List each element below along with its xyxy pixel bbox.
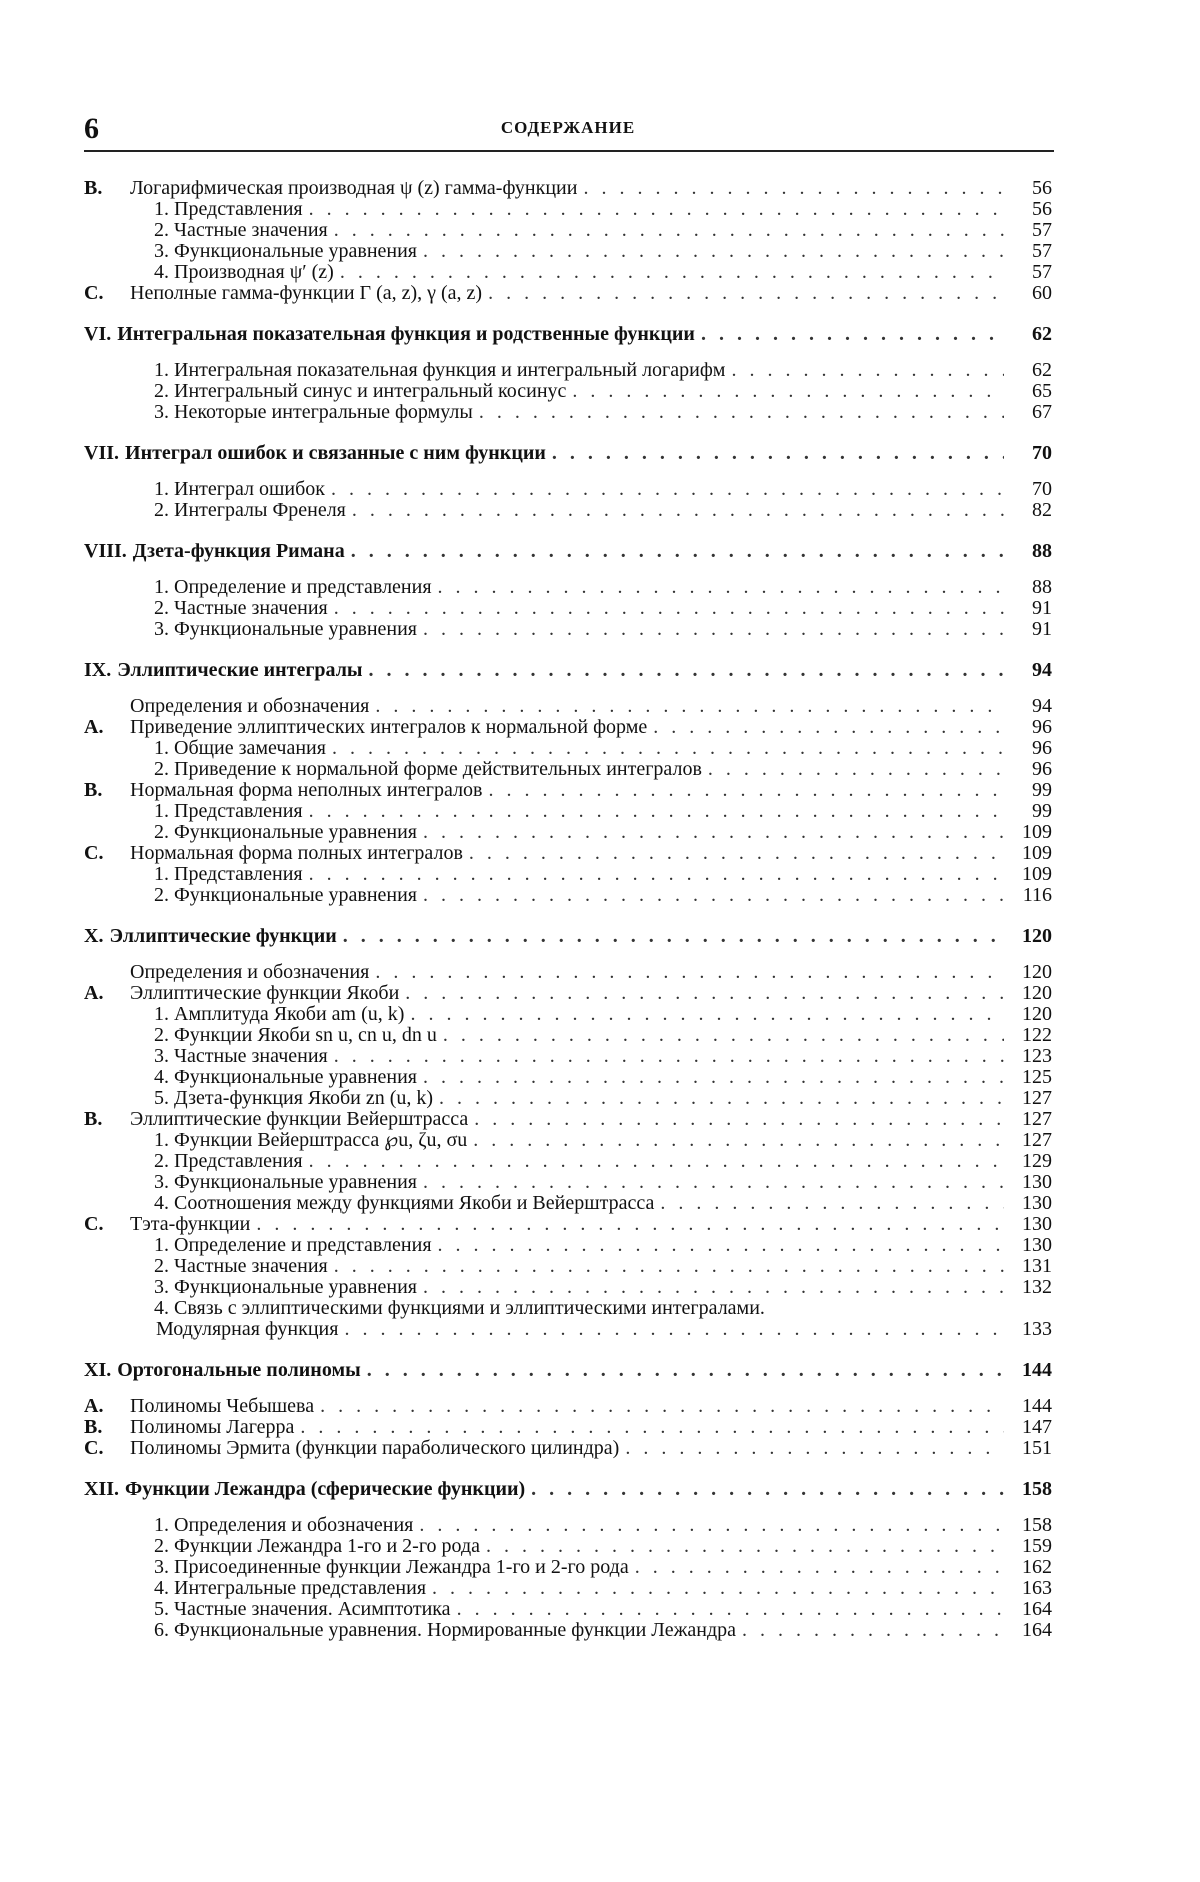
- toc-title: 1. Амплитуда Якоби am (u, k): [130, 1004, 404, 1025]
- toc-title: 1. Представления: [130, 199, 303, 220]
- toc-title: Ортогональные полиномы: [117, 1354, 360, 1387]
- toc-entry-row: [84, 1109, 1052, 1130]
- toc-entry-row: [84, 178, 1052, 199]
- toc-entry-row: [84, 381, 1052, 402]
- toc-page-number: 109: [1010, 822, 1052, 843]
- toc-page-number: 57: [1010, 220, 1052, 241]
- toc-page-number: 60: [1010, 283, 1052, 304]
- toc-entry-row: [84, 962, 1052, 983]
- leader-dots: [635, 1557, 1004, 1578]
- toc-title: 3. Частные значения: [130, 1046, 328, 1067]
- toc-page-number: 123: [1010, 1046, 1052, 1067]
- toc-page-number: 62: [1010, 318, 1052, 351]
- toc-title: Эллиптические функции: [109, 920, 336, 953]
- toc-entry-row: [84, 983, 1052, 1004]
- toc-marker: B.: [84, 1109, 130, 1130]
- toc-title: 2. Функциональные уравнения: [130, 885, 417, 906]
- toc-title: Полиномы Эрмита (функции параболического цилиндра): [130, 1438, 619, 1459]
- toc-entry-row: [84, 262, 1052, 283]
- toc-title: 1. Представления: [130, 864, 303, 885]
- toc-entry-row: [84, 1277, 1052, 1298]
- toc-page-number: 88: [1010, 535, 1052, 568]
- leader-dots: [375, 696, 1004, 717]
- page-header: [84, 112, 1052, 152]
- toc-entry-row: [84, 220, 1052, 241]
- toc-page-number: 164: [1010, 1599, 1052, 1620]
- leader-dots: [343, 920, 1004, 953]
- toc-page-number: 131: [1010, 1256, 1052, 1277]
- leader-dots: [443, 1025, 1004, 1046]
- toc-title: 2. Частные значения: [130, 1256, 328, 1277]
- toc-page-number: 130: [1010, 1214, 1052, 1235]
- leader-dots: [367, 1354, 1004, 1387]
- toc-marker: X.: [84, 920, 109, 953]
- toc-entry-row: [84, 199, 1052, 220]
- toc-page-number: 130: [1010, 1235, 1052, 1256]
- toc-title: 2. Частные значения: [130, 598, 328, 619]
- toc-entry-row: [84, 885, 1052, 906]
- toc-entry-row: [84, 500, 1052, 521]
- toc-page-number: 94: [1010, 696, 1052, 717]
- toc-title: 5. Частные значения. Асимптотика: [130, 1599, 451, 1620]
- toc-chapter-row: [84, 437, 1052, 470]
- toc-title: Тэта-функции: [130, 1214, 250, 1235]
- leader-dots: [405, 983, 1004, 1004]
- toc-page-number: 120: [1010, 962, 1052, 983]
- leader-dots: [469, 843, 1004, 864]
- toc-entry-row: [84, 1256, 1052, 1277]
- toc-entry-row: [84, 864, 1052, 885]
- leader-dots: [300, 1417, 1004, 1438]
- toc-page-number: 130: [1010, 1193, 1052, 1214]
- toc-page-number: 94: [1010, 654, 1052, 687]
- toc-marker: A.: [84, 717, 130, 738]
- toc-chapter-row: [84, 1354, 1052, 1387]
- toc-page-number: 125: [1010, 1067, 1052, 1088]
- toc-page-number: 99: [1010, 801, 1052, 822]
- leader-dots: [331, 479, 1004, 500]
- toc-title: Определения и обозначения: [130, 696, 369, 717]
- toc-page-number: 56: [1010, 199, 1052, 220]
- toc-page-number: 70: [1010, 479, 1052, 500]
- toc-entry-row: [84, 1151, 1052, 1172]
- toc-entry-row: [84, 1172, 1052, 1193]
- page-number: 6: [84, 112, 99, 146]
- toc-entry-row: [84, 577, 1052, 598]
- toc-page-number: 127: [1010, 1130, 1052, 1151]
- leader-dots: [309, 1151, 1004, 1172]
- leader-dots: [489, 780, 1005, 801]
- leader-dots: [332, 738, 1004, 759]
- leader-dots: [625, 1438, 1004, 1459]
- toc-title: 3. Присоединенные функции Лежандра 1-го и 2-го рода: [130, 1557, 629, 1578]
- toc-marker: B.: [84, 1417, 130, 1438]
- leader-dots: [340, 262, 1004, 283]
- leader-dots: [572, 381, 1004, 402]
- toc-title: 6. Функциональные уравнения. Нормированные функции Лежандра: [130, 1620, 736, 1641]
- table-of-contents: [84, 178, 1052, 1641]
- leader-dots: [438, 577, 1004, 598]
- toc-title: 3. Функциональные уравнения: [130, 241, 417, 262]
- leader-dots: [410, 1004, 1004, 1025]
- leader-dots: [369, 654, 1004, 687]
- leader-dots: [552, 437, 1004, 470]
- leader-dots: [334, 220, 1004, 241]
- toc-entry-row: [84, 801, 1052, 822]
- toc-title: Эллиптические интегралы: [117, 654, 362, 687]
- toc-page-number: 109: [1010, 843, 1052, 864]
- toc-page-number: 120: [1010, 983, 1052, 1004]
- toc-page-number: 82: [1010, 500, 1052, 521]
- leader-dots: [488, 283, 1004, 304]
- toc-page-number: 91: [1010, 598, 1052, 619]
- toc-title: 2. Представления: [130, 1151, 303, 1172]
- toc-entry-row: [84, 360, 1052, 381]
- toc-marker: C.: [84, 283, 130, 304]
- leader-dots: [486, 1536, 1004, 1557]
- toc-title: 1. Функции Вейерштрасса ℘u, ζu, σu: [130, 1130, 467, 1151]
- toc-page-number: 120: [1010, 1004, 1052, 1025]
- toc-page-number: 57: [1010, 241, 1052, 262]
- toc-entry-row: [84, 1193, 1052, 1214]
- leader-dots: [423, 1277, 1004, 1298]
- toc-entry-row: [84, 241, 1052, 262]
- toc-marker: XII.: [84, 1473, 125, 1506]
- toc-title: 2. Приведение к нормальной форме действительных интегралов: [130, 759, 702, 780]
- leader-dots: [531, 1473, 1004, 1506]
- toc-page-number: 151: [1010, 1438, 1052, 1459]
- toc-entry-row: [84, 1578, 1052, 1599]
- toc-title: 1. Интегральная показательная функция и интегральный логарифм: [130, 360, 725, 381]
- toc-entry-row: [84, 1620, 1052, 1641]
- toc-chapter-row: [84, 318, 1052, 351]
- toc-page-number: 133: [1010, 1319, 1052, 1340]
- toc-title: 4. Соотношения между функциями Якоби и Вейерштрасса: [130, 1193, 654, 1214]
- toc-title: 2. Функции Якоби sn u, cn u, dn u: [130, 1025, 437, 1046]
- toc-page-number: 164: [1010, 1620, 1052, 1641]
- toc-page-number: 162: [1010, 1557, 1052, 1578]
- toc-entry-row: [84, 1536, 1052, 1557]
- toc-entry-row: [84, 1067, 1052, 1088]
- toc-marker: A.: [84, 983, 130, 1004]
- toc-title: 4. Производная ψ′ (z): [130, 262, 334, 283]
- toc-marker: IX.: [84, 654, 117, 687]
- toc-title: 2. Интегралы Френеля: [130, 500, 346, 521]
- toc-entry-row: [84, 696, 1052, 717]
- toc-entry-row: [84, 759, 1052, 780]
- toc-marker: VI.: [84, 318, 117, 351]
- toc-entry-row: [84, 717, 1052, 738]
- toc-page-number: 96: [1010, 738, 1052, 759]
- toc-entry-row: [84, 1438, 1052, 1459]
- leader-dots: [423, 1067, 1004, 1088]
- toc-entry-row: [84, 1025, 1052, 1046]
- leader-dots: [473, 1130, 1004, 1151]
- toc-marker: XI.: [84, 1354, 117, 1387]
- toc-title: Интеграл ошибок и связанные с ним функции: [125, 437, 546, 470]
- toc-entry-row: [84, 1298, 1052, 1319]
- leader-dots: [423, 241, 1004, 262]
- toc-title: 2. Функции Лежандра 1-го и 2-го рода: [130, 1536, 480, 1557]
- toc-entry-row: [84, 1515, 1052, 1536]
- toc-page-number: 159: [1010, 1536, 1052, 1557]
- leader-dots: [352, 500, 1004, 521]
- toc-title: 1. Определение и представления: [130, 577, 432, 598]
- leader-dots: [256, 1214, 1004, 1235]
- toc-page-number: 120: [1010, 920, 1052, 953]
- toc-title: 3. Функциональные уравнения: [130, 1172, 417, 1193]
- toc-page-number: 91: [1010, 619, 1052, 640]
- toc-page-number: 158: [1010, 1473, 1052, 1506]
- toc-page-number: 88: [1010, 577, 1052, 598]
- toc-title: 1. Определение и представления: [130, 1235, 432, 1256]
- toc-marker: VII.: [84, 437, 125, 470]
- toc-page-number: 57: [1010, 262, 1052, 283]
- toc-page-number: 132: [1010, 1277, 1052, 1298]
- toc-title: 3. Функциональные уравнения: [130, 1277, 417, 1298]
- leader-dots: [731, 360, 1004, 381]
- leader-dots: [423, 822, 1004, 843]
- toc-title: Модулярная функция: [84, 1319, 338, 1340]
- toc-marker: B.: [84, 780, 130, 801]
- toc-title: Полиномы Чебышева: [130, 1396, 314, 1417]
- toc-marker: B.: [84, 178, 130, 199]
- toc-title: Логарифмическая производная ψ (z) гамма-функции: [130, 178, 577, 199]
- toc-title: 3. Функциональные уравнения: [130, 619, 417, 640]
- toc-title: 2. Функциональные уравнения: [130, 822, 417, 843]
- toc-marker: C.: [84, 1438, 130, 1459]
- toc-title: 3. Некоторые интегральные формулы: [130, 402, 473, 423]
- leader-dots: [423, 885, 1004, 906]
- toc-entry-row: [84, 780, 1052, 801]
- leader-dots: [479, 402, 1004, 423]
- toc-page-number: 96: [1010, 717, 1052, 738]
- toc-title: Неполные гамма-функции Γ (a, z), γ (a, z): [130, 283, 482, 304]
- toc-title: 2. Частные значения: [130, 220, 328, 241]
- toc-title: Определения и обозначения: [130, 962, 369, 983]
- toc-title: Нормальная форма неполных интегралов: [130, 780, 483, 801]
- toc-entry-row: [84, 1235, 1052, 1256]
- toc-title: Функции Лежандра (сферические функции): [125, 1473, 525, 1506]
- leader-dots: [742, 1620, 1004, 1641]
- leader-dots: [309, 199, 1004, 220]
- toc-entry-row: [84, 1088, 1052, 1109]
- leader-dots: [708, 759, 1004, 780]
- leader-dots: [334, 1046, 1004, 1067]
- leader-dots: [423, 619, 1004, 640]
- toc-title: Интегральная показательная функция и родственные функции: [117, 318, 695, 351]
- toc-title: 1. Общие замечания: [130, 738, 326, 759]
- toc-title: 4. Связь с эллиптическими функциями и эллиптическими интегралами.: [130, 1298, 765, 1319]
- leader-dots: [375, 962, 1004, 983]
- toc-marker: A.: [84, 1396, 130, 1417]
- leader-dots: [653, 717, 1004, 738]
- toc-title: 2. Интегральный синус и интегральный косинус: [130, 381, 566, 402]
- leader-dots: [583, 178, 1004, 199]
- toc-page-number: 99: [1010, 780, 1052, 801]
- toc-title: 5. Дзета-функция Якоби zn (u, k): [130, 1088, 433, 1109]
- leader-dots: [309, 801, 1004, 822]
- toc-entry-row: [84, 619, 1052, 640]
- toc-page-number: 163: [1010, 1578, 1052, 1599]
- toc-entry-row: [84, 1417, 1052, 1438]
- toc-page-number: 127: [1010, 1109, 1052, 1130]
- toc-page-number: 62: [1010, 360, 1052, 381]
- toc-entry-row: [84, 1396, 1052, 1417]
- toc-page-number: 130: [1010, 1172, 1052, 1193]
- leader-dots: [351, 535, 1004, 568]
- toc-chapter-row: [84, 920, 1052, 953]
- toc-page-number: 144: [1010, 1354, 1052, 1387]
- toc-title: Эллиптические функции Якоби: [130, 983, 399, 1004]
- leader-dots: [432, 1578, 1004, 1599]
- document-page: [0, 0, 1200, 1882]
- toc-page-number: 122: [1010, 1025, 1052, 1046]
- toc-chapter-row: [84, 654, 1052, 687]
- toc-title: 1. Представления: [130, 801, 303, 822]
- toc-chapter-row: [84, 1473, 1052, 1506]
- leader-dots: [438, 1235, 1004, 1256]
- toc-marker: VIII.: [84, 535, 133, 568]
- toc-entry-row: [84, 598, 1052, 619]
- toc-title: Приведение эллиптических интегралов к нормальной форме: [130, 717, 647, 738]
- leader-dots: [660, 1193, 1004, 1214]
- toc-marker: C.: [84, 1214, 130, 1235]
- toc-page-number: 147: [1010, 1417, 1052, 1438]
- leader-dots: [474, 1109, 1004, 1130]
- leader-dots: [344, 1319, 1004, 1340]
- toc-page-number: 70: [1010, 437, 1052, 470]
- toc-entry-row: [84, 843, 1052, 864]
- header-rule: [84, 150, 1054, 152]
- toc-page-number: 127: [1010, 1088, 1052, 1109]
- leader-dots: [701, 318, 1004, 351]
- toc-chapter-row: [84, 535, 1052, 568]
- toc-entry-row: [84, 283, 1052, 304]
- toc-entry-row: [84, 1557, 1052, 1578]
- toc-title: Эллиптические функции Вейерштрасса: [130, 1109, 468, 1130]
- toc-entry-row: [84, 1130, 1052, 1151]
- toc-entry-row: [84, 1599, 1052, 1620]
- toc-title: 4. Интегральные представления: [130, 1578, 426, 1599]
- toc-page-number: 109: [1010, 864, 1052, 885]
- toc-entry-row: [84, 738, 1052, 759]
- toc-page-number: 65: [1010, 381, 1052, 402]
- toc-page-number: 96: [1010, 759, 1052, 780]
- toc-entry-row: [84, 479, 1052, 500]
- toc-entry-row: [84, 1004, 1052, 1025]
- toc-page-number: 144: [1010, 1396, 1052, 1417]
- toc-page-number: 158: [1010, 1515, 1052, 1536]
- toc-title: 1. Определения и обозначения: [130, 1515, 413, 1536]
- toc-title: 4. Функциональные уравнения: [130, 1067, 417, 1088]
- toc-page-number: 67: [1010, 402, 1052, 423]
- toc-title: Полиномы Лагерра: [130, 1417, 294, 1438]
- leader-dots: [334, 1256, 1004, 1277]
- toc-entry-row: [84, 1214, 1052, 1235]
- leader-dots: [439, 1088, 1004, 1109]
- leader-dots: [457, 1599, 1004, 1620]
- toc-marker: C.: [84, 843, 130, 864]
- leader-dots: [334, 598, 1004, 619]
- leader-dots: [320, 1396, 1004, 1417]
- toc-title: 1. Интеграл ошибок: [130, 479, 325, 500]
- leader-dots: [419, 1515, 1004, 1536]
- toc-entry-row: [84, 402, 1052, 423]
- toc-title: Дзета-функция Римана: [133, 535, 345, 568]
- leader-dots: [309, 864, 1004, 885]
- leader-dots: [423, 1172, 1004, 1193]
- toc-page-number: 129: [1010, 1151, 1052, 1172]
- toc-page-number: 56: [1010, 178, 1052, 199]
- toc-entry-row: [84, 822, 1052, 843]
- toc-page-number: 116: [1010, 885, 1052, 906]
- toc-entry-row: [84, 1046, 1052, 1067]
- toc-entry-row: [84, 1319, 1052, 1340]
- toc-title: Нормальная форма полных интегралов: [130, 843, 463, 864]
- running-head: СОДЕРЖАНИЕ: [84, 118, 1052, 138]
